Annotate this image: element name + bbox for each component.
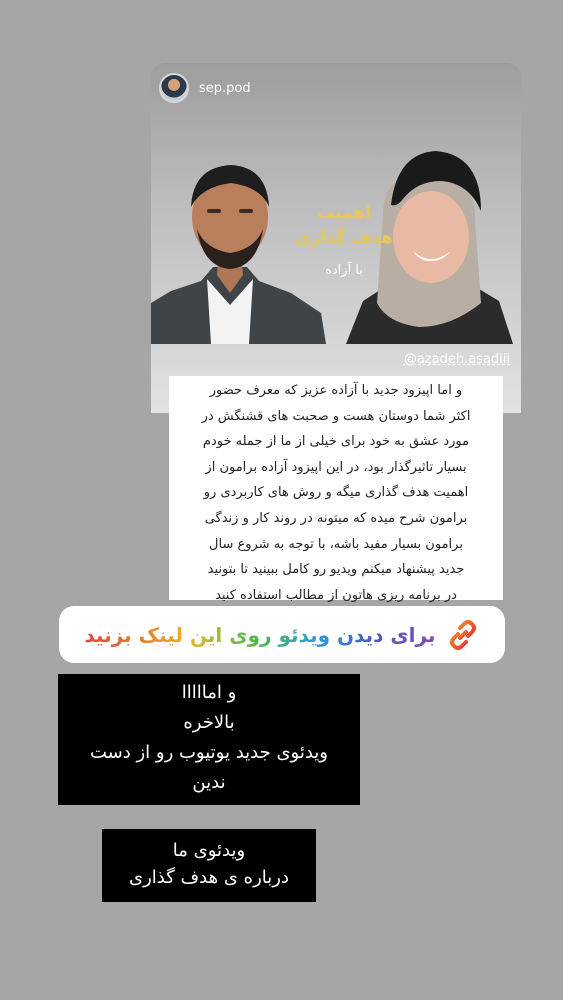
link-icon <box>446 618 480 652</box>
announcement-text-block <box>58 674 360 805</box>
podcast-title <box>279 201 409 251</box>
mention-tag[interactable]: @azadeh.asadiii <box>403 352 510 367</box>
topic-text-block <box>102 829 316 902</box>
guest-subtitle: با آزاده <box>325 263 363 278</box>
topic-line-2: درباره ی هدف گذاری <box>129 867 289 888</box>
announcement-line-2: بالاخره <box>183 712 235 733</box>
caption-line: اهمیت هدف گذاری میگه و روش های کاربردی رو <box>203 485 469 501</box>
link-sticker[interactable] <box>59 606 505 663</box>
caption-line: در برنامه ریزی هاتون از مطالب استفاده کنید <box>215 587 457 603</box>
topic-line-1: ویدئوی ما <box>172 840 246 861</box>
caption-line: مورد عشق به خود برای خیلی از ما از جمله خودم <box>202 434 470 450</box>
shared-post-card[interactable] <box>151 63 521 413</box>
username[interactable]: sep.pod <box>199 80 251 96</box>
caption-line: اکثر شما دوستان هست و صحبت های قشنگش در <box>201 408 471 424</box>
title-line-1: اهمیت <box>317 203 371 223</box>
host-photo <box>151 165 326 344</box>
post-header[interactable] <box>159 73 251 103</box>
caption-line: بسیار تاثیرگذار بود، در این اپیزود آزاده برامون از <box>205 459 467 475</box>
announcement-line-1: و امااااا <box>181 682 237 703</box>
caption-line: برامون بسیار مفید باشه، با توجه به شروع سال <box>209 536 463 552</box>
caption-text-box <box>169 376 503 603</box>
link-sticker-label[interactable]: برای دیدن ویدئو روی این لینک بزنید <box>84 622 436 647</box>
podcast-cover-image <box>151 143 521 344</box>
avatar[interactable] <box>159 73 189 103</box>
caption-line: و اما اپیزود جدید با آزاده عزیز که معرف حضور <box>209 383 463 398</box>
announcement-line-4: ندین <box>192 772 226 793</box>
title-line-2: هدف گذاری <box>294 228 394 248</box>
caption-line: برامون شرح میده که میتونه در روند کار و زندگی <box>204 510 468 526</box>
announcement-line-3: ویدئوی جدید یوتیوب رو از دست <box>89 742 329 763</box>
caption-line: جدید پیشنهاد میکنم ویدیو رو کامل ببینید تا بتونید <box>207 562 465 578</box>
